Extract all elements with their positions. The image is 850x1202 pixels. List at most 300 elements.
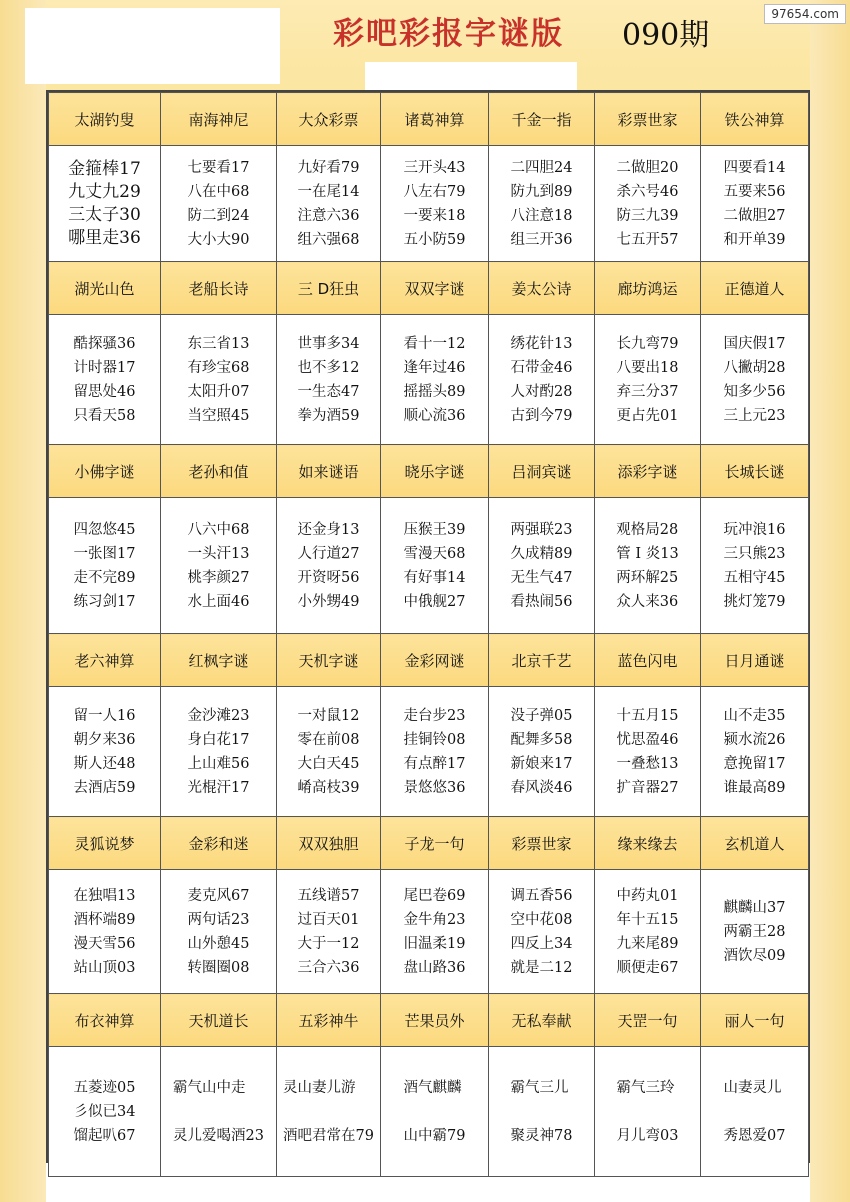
riddle-line: 霸气三儿 [510, 1079, 569, 1096]
column-header: 灵狐说梦 [49, 817, 161, 870]
riddle-cell [49, 498, 161, 634]
riddle-line: 一张图17 [73, 545, 136, 562]
blank-patch-left [25, 8, 280, 84]
riddle-line: 斯人还48 [73, 755, 136, 772]
column-header: 玄机道人 [701, 817, 809, 870]
riddle-line: 防三九39 [616, 207, 679, 224]
riddle-list [188, 332, 250, 428]
column-header: 小佛字谜 [49, 445, 161, 498]
riddle-line: 调五香56 [510, 887, 573, 904]
riddle-line: 零在前08 [297, 731, 360, 748]
column-header: 老六神算 [49, 634, 161, 687]
column-header: 双双字谜 [381, 262, 489, 315]
riddle-list [404, 704, 466, 800]
column-header: 日月通谜 [701, 634, 809, 687]
riddle-line: 挑灯笼79 [723, 593, 786, 610]
column-header: 芒果员外 [381, 994, 489, 1047]
riddle-line: 五小防59 [403, 231, 466, 248]
riddle-line: 水上面46 [187, 593, 250, 610]
column-header: 湖光山色 [49, 262, 161, 315]
riddle-list [74, 332, 136, 428]
riddle-line: 观格局28 [616, 521, 679, 538]
riddle-line: 拳为酒59 [297, 407, 360, 424]
riddle-line: 两霸王28 [723, 923, 786, 940]
riddle-table-wrapper [46, 90, 810, 1163]
riddle-line: 金箍棒17 [68, 158, 141, 179]
riddle-cell [277, 498, 381, 634]
riddle-line: 朝夕来36 [73, 731, 136, 748]
riddle-line: 逢年过46 [403, 359, 466, 376]
riddle-line: 两环解25 [616, 569, 679, 586]
riddle-cell [701, 146, 809, 262]
riddle-cell [161, 687, 277, 817]
riddle-line: 聚灵神78 [510, 1127, 573, 1144]
riddle-line: 站山顶03 [73, 959, 136, 976]
riddle-line: 一生态47 [297, 383, 360, 400]
riddle-line: 山外憩45 [187, 935, 250, 952]
riddle-line: 尾巴卷69 [403, 887, 466, 904]
riddle-list [511, 156, 573, 252]
column-header: 姜太公诗 [489, 262, 595, 315]
riddle-list [404, 884, 466, 980]
riddle-line: 中俄舰27 [403, 593, 466, 610]
header-row [49, 634, 809, 687]
riddle-line: 山中霸79 [403, 1127, 466, 1144]
riddle-line: 留思处46 [73, 383, 136, 400]
riddle-line: 更占先01 [616, 407, 679, 424]
riddle-list [298, 884, 360, 980]
riddle-line: 三只熊23 [723, 545, 786, 562]
riddle-line: 春风淡46 [510, 779, 573, 796]
riddle-line: 顺便走67 [616, 959, 679, 976]
riddle-line: 走台步23 [403, 707, 466, 724]
riddle-line: 大白天45 [297, 755, 360, 772]
riddle-list [298, 518, 360, 614]
riddle-list [617, 332, 679, 428]
riddle-list [511, 332, 573, 428]
riddle-line: 管 I 炎13 [616, 545, 679, 562]
riddle-line: 三合六36 [297, 959, 360, 976]
riddle-cell [595, 1047, 701, 1177]
riddle-line: 两句话23 [187, 911, 250, 928]
riddle-line: 世事多34 [297, 335, 360, 352]
issue-number: 090期 [622, 18, 710, 53]
header-row [49, 445, 809, 498]
riddle-line: 一对鼠12 [297, 707, 360, 724]
riddle-line: 绣花针13 [510, 335, 573, 352]
riddle-line: 空中花08 [510, 911, 573, 928]
riddle-cell [381, 498, 489, 634]
site-watermark: 97654.com [764, 4, 846, 24]
riddle-line: 上山难56 [187, 755, 250, 772]
riddle-line: 看十一12 [403, 335, 466, 352]
riddle-line: 霸气三玲 [616, 1079, 675, 1096]
riddle-line: 挂铜铃08 [403, 731, 466, 748]
riddle-line: 三开头43 [403, 159, 466, 176]
riddle-list [724, 332, 786, 428]
column-header: 缘来缘去 [595, 817, 701, 870]
riddle-line: 麒麟山37 [723, 899, 786, 916]
riddle-cell [277, 315, 381, 445]
content-row [49, 315, 809, 445]
content-row [49, 687, 809, 817]
riddle-line: 四要看14 [723, 159, 786, 176]
riddle-list [617, 884, 679, 980]
riddle-line: 一要来18 [403, 207, 466, 224]
riddle-line: 酒杯端89 [73, 911, 136, 928]
column-header: 三 D狂虫 [277, 262, 381, 315]
riddle-list [74, 1076, 136, 1148]
riddle-line: 组六强68 [297, 231, 360, 248]
riddle-cell [161, 146, 277, 262]
riddle-line: 去酒店59 [73, 779, 136, 796]
riddle-line: 扩音器27 [616, 779, 679, 796]
riddle-list [404, 1064, 466, 1160]
column-header: 布衣神算 [49, 994, 161, 1047]
riddle-line: 练习剑17 [73, 593, 136, 610]
riddle-list [724, 1064, 786, 1160]
riddle-line: 无生气47 [510, 569, 573, 586]
header-row [49, 93, 809, 146]
riddle-line: 年十五15 [616, 911, 679, 928]
riddle-line: 旧温柔19 [403, 935, 466, 952]
riddle-line: 久成精89 [510, 545, 573, 562]
riddle-line: 只看天58 [73, 407, 136, 424]
riddle-line: 八要出18 [616, 359, 679, 376]
riddle-cell [277, 687, 381, 817]
riddle-line: 七要看17 [187, 159, 250, 176]
riddle-line: 颍水流26 [723, 731, 786, 748]
riddle-list [173, 1064, 264, 1160]
column-header: 蓝色闪电 [595, 634, 701, 687]
riddle-list [724, 896, 786, 968]
column-header: 双双独胆 [277, 817, 381, 870]
riddle-line: 八注意18 [510, 207, 573, 224]
riddle-cell [701, 870, 809, 994]
riddle-line: 众人来36 [616, 593, 679, 610]
riddle-line: 过百天01 [297, 911, 360, 928]
riddle-line: 人行道27 [297, 545, 360, 562]
riddle-cell [161, 1047, 277, 1177]
riddle-cell [489, 1047, 595, 1177]
riddle-line: 杀六号46 [616, 183, 679, 200]
riddle-line: 山不走35 [723, 707, 786, 724]
column-header: 吕洞宾谜 [489, 445, 595, 498]
riddle-line: 盘山路36 [403, 959, 466, 976]
riddle-list [617, 1064, 679, 1160]
riddle-list [724, 704, 786, 800]
riddle-line: 桃李颜27 [187, 569, 250, 586]
header-row [49, 817, 809, 870]
riddle-line: 麦克风67 [187, 887, 250, 904]
riddle-line: 一在尾14 [297, 183, 360, 200]
right-border-decoration [810, 0, 850, 1202]
riddle-line: 顺心流36 [403, 407, 466, 424]
riddle-cell [489, 315, 595, 445]
riddle-line: 大小大90 [187, 231, 250, 248]
riddle-line: 走不完89 [73, 569, 136, 586]
riddle-cell [595, 315, 701, 445]
column-header: 正德道人 [701, 262, 809, 315]
column-header: 晓乐字谜 [381, 445, 489, 498]
riddle-line: 二四胆24 [510, 159, 573, 176]
riddle-line: 有珍宝68 [187, 359, 250, 376]
column-header: 大众彩票 [277, 93, 381, 146]
column-header: 老船长诗 [161, 262, 277, 315]
riddle-line: 中药丸01 [616, 887, 679, 904]
riddle-list [404, 518, 466, 614]
riddle-line: 看热闹56 [510, 593, 573, 610]
column-header: 添彩字谜 [595, 445, 701, 498]
riddle-line: 灵山妻儿游 [283, 1079, 356, 1096]
riddle-list [404, 156, 466, 252]
riddle-list [188, 156, 250, 252]
riddle-cell [49, 146, 161, 262]
riddle-list [617, 704, 679, 800]
riddle-line: 有点醉17 [403, 755, 466, 772]
riddle-cell [489, 498, 595, 634]
riddle-line: 五菱迹05 [73, 1079, 136, 1096]
riddle-cell [277, 146, 381, 262]
riddle-line: 二做胆20 [616, 159, 679, 176]
riddle-line: 开资呀56 [297, 569, 360, 586]
riddle-line: 三上元23 [723, 407, 786, 424]
riddle-cell [277, 1047, 381, 1177]
riddle-cell [381, 1047, 489, 1177]
riddle-line: 也不多12 [297, 359, 360, 376]
riddle-table [48, 92, 809, 1177]
riddle-line: 就是二12 [510, 959, 573, 976]
column-header: 太湖钓叟 [49, 93, 161, 146]
riddle-line: 两强联23 [510, 521, 573, 538]
column-header: 红枫字谜 [161, 634, 277, 687]
riddle-line: 有好事14 [403, 569, 466, 586]
riddle-cell [595, 687, 701, 817]
riddle-line: 防二到24 [187, 207, 250, 224]
riddle-cell [489, 870, 595, 994]
riddle-list [511, 518, 573, 614]
riddle-line: 八撇胡28 [723, 359, 786, 376]
riddle-line: 一头汗13 [187, 545, 250, 562]
riddle-list [511, 884, 573, 980]
left-border-decoration [0, 0, 46, 1202]
column-header: 天机道长 [161, 994, 277, 1047]
riddle-cell [595, 146, 701, 262]
riddle-line: 月儿弯03 [616, 1127, 679, 1144]
riddle-line: 酒吧君常在79 [283, 1127, 374, 1144]
riddle-line: 东三省13 [187, 335, 250, 352]
riddle-line: 金沙滩23 [187, 707, 250, 724]
riddle-list [74, 518, 136, 614]
riddle-line: 霸气山中走 [173, 1079, 246, 1096]
riddle-list [724, 518, 786, 614]
riddle-cell [701, 687, 809, 817]
riddle-line: 玩冲浪16 [723, 521, 786, 538]
riddle-line: 配舞多58 [510, 731, 573, 748]
riddle-list [74, 704, 136, 800]
blank-patch-center [365, 62, 577, 92]
riddle-line: 四忽悠45 [73, 521, 136, 538]
column-header: 金彩和迷 [161, 817, 277, 870]
riddle-cell [489, 146, 595, 262]
riddle-line: 三太子30 [68, 204, 141, 225]
riddle-line: 还金身13 [297, 521, 360, 538]
riddle-line: 一叠愁13 [616, 755, 679, 772]
riddle-line: 八六中68 [187, 521, 250, 538]
riddle-list [74, 884, 136, 980]
column-header: 天机字谜 [277, 634, 381, 687]
riddle-line: 谁最高89 [723, 779, 786, 796]
riddle-line: 酒气麒麟 [403, 1079, 462, 1096]
column-header: 诸葛神算 [381, 93, 489, 146]
riddle-cell [49, 1047, 161, 1177]
content-row [49, 1047, 809, 1177]
column-header: 廊坊鸿运 [595, 262, 701, 315]
riddle-cell [161, 315, 277, 445]
riddle-line: 灵儿爱喝酒23 [173, 1127, 264, 1144]
column-header: 千金一指 [489, 93, 595, 146]
riddle-line: 哪里走36 [68, 227, 141, 248]
riddle-list [404, 332, 466, 428]
riddle-line: 长九弯79 [616, 335, 679, 352]
riddle-cell [701, 498, 809, 634]
riddle-line: 石带金46 [510, 359, 573, 376]
riddle-list [298, 156, 360, 252]
content-row [49, 870, 809, 994]
riddle-line: 五要来56 [723, 183, 786, 200]
riddle-line: 五相守45 [723, 569, 786, 586]
riddle-line: 景悠悠36 [403, 779, 466, 796]
riddle-line: 彡似已34 [73, 1103, 136, 1120]
riddle-cell [595, 870, 701, 994]
column-header: 彩票世家 [595, 93, 701, 146]
column-header: 丽人一句 [701, 994, 809, 1047]
riddle-line: 计时器17 [73, 359, 136, 376]
page-title: 彩吧彩报字谜版 [333, 16, 564, 52]
riddle-line: 当空照45 [187, 407, 250, 424]
riddle-line: 知多少56 [723, 383, 786, 400]
riddle-list [188, 518, 250, 614]
column-header: 老孙和值 [161, 445, 277, 498]
riddle-cell [381, 315, 489, 445]
riddle-line: 雪漫天68 [403, 545, 466, 562]
riddle-cell [161, 870, 277, 994]
riddle-line: 八左右79 [403, 183, 466, 200]
riddle-list [188, 704, 250, 800]
riddle-line: 转圈圈08 [187, 959, 250, 976]
riddle-cell [381, 870, 489, 994]
riddle-line: 金牛角23 [403, 911, 466, 928]
column-header: 如来谜语 [277, 445, 381, 498]
riddle-cell [595, 498, 701, 634]
riddle-line: 和开单39 [723, 231, 786, 248]
column-header: 南海神尼 [161, 93, 277, 146]
riddle-line: 馏起叭67 [73, 1127, 136, 1144]
riddle-line: 在独唱13 [73, 887, 136, 904]
riddle-line: 太阳升07 [187, 383, 250, 400]
riddle-cell [161, 498, 277, 634]
riddle-cell [49, 687, 161, 817]
riddle-line: 组三开36 [510, 231, 573, 248]
riddle-list [511, 1064, 573, 1160]
riddle-list [298, 332, 360, 428]
column-header: 五彩神牛 [277, 994, 381, 1047]
riddle-list [188, 884, 250, 980]
riddle-cell [701, 1047, 809, 1177]
riddle-cell [49, 315, 161, 445]
riddle-line: 九丈九29 [68, 181, 141, 202]
riddle-line: 五线谱57 [297, 887, 360, 904]
riddle-line: 注意六36 [297, 207, 360, 224]
header-row [49, 262, 809, 315]
riddle-cell [381, 146, 489, 262]
riddle-line: 小外甥49 [297, 593, 360, 610]
riddle-cell [49, 870, 161, 994]
column-header: 天罡一句 [595, 994, 701, 1047]
riddle-line: 九来尾89 [616, 935, 679, 952]
riddle-list [283, 1064, 374, 1160]
riddle-cell [489, 687, 595, 817]
riddle-line: 酷探骚36 [73, 335, 136, 352]
riddle-line: 身白花17 [187, 731, 250, 748]
riddle-cell [701, 315, 809, 445]
riddle-line: 八在中68 [187, 183, 250, 200]
riddle-line: 弃三分37 [616, 383, 679, 400]
riddle-line: 酒饮尽09 [723, 947, 786, 964]
column-header: 彩票世家 [489, 817, 595, 870]
riddle-line: 没子弹05 [510, 707, 573, 724]
content-row [49, 498, 809, 634]
riddle-list [511, 704, 573, 800]
riddle-line: 大于一12 [297, 935, 360, 952]
riddle-list [617, 156, 679, 252]
riddle-line: 秀恩爱07 [723, 1127, 786, 1144]
column-header: 长城长谜 [701, 445, 809, 498]
riddle-line: 光棍汗17 [187, 779, 250, 796]
riddle-line: 压猴王39 [403, 521, 466, 538]
riddle-table-body [49, 93, 809, 1177]
column-header: 无私奉献 [489, 994, 595, 1047]
column-header: 子龙一句 [381, 817, 489, 870]
riddle-line: 防九到89 [510, 183, 573, 200]
riddle-line: 二做胆27 [723, 207, 786, 224]
riddle-line: 摇摇头89 [403, 383, 466, 400]
riddle-line: 人对酌28 [510, 383, 573, 400]
column-header: 铁公神算 [701, 93, 809, 146]
riddle-cell [277, 870, 381, 994]
riddle-line: 忧思盈46 [616, 731, 679, 748]
riddle-line: 漫天雪56 [73, 935, 136, 952]
riddle-line: 七五开57 [616, 231, 679, 248]
header-row [49, 994, 809, 1047]
riddle-line: 山妻灵儿 [723, 1079, 782, 1096]
column-header: 北京千艺 [489, 634, 595, 687]
riddle-line: 新娘来17 [510, 755, 573, 772]
riddle-list [724, 156, 786, 252]
riddle-cell [381, 687, 489, 817]
riddle-list [616, 518, 678, 614]
riddle-line: 九好看79 [297, 159, 360, 176]
column-header: 金彩网谜 [381, 634, 489, 687]
riddle-list [68, 158, 141, 250]
riddle-list [298, 704, 360, 800]
riddle-line: 十五月15 [616, 707, 679, 724]
riddle-line: 崤高枝39 [297, 779, 360, 796]
riddle-line: 古到今79 [510, 407, 573, 424]
riddle-line: 意挽留17 [723, 755, 786, 772]
riddle-line: 国庆假17 [723, 335, 786, 352]
riddle-line: 四反上34 [510, 935, 573, 952]
